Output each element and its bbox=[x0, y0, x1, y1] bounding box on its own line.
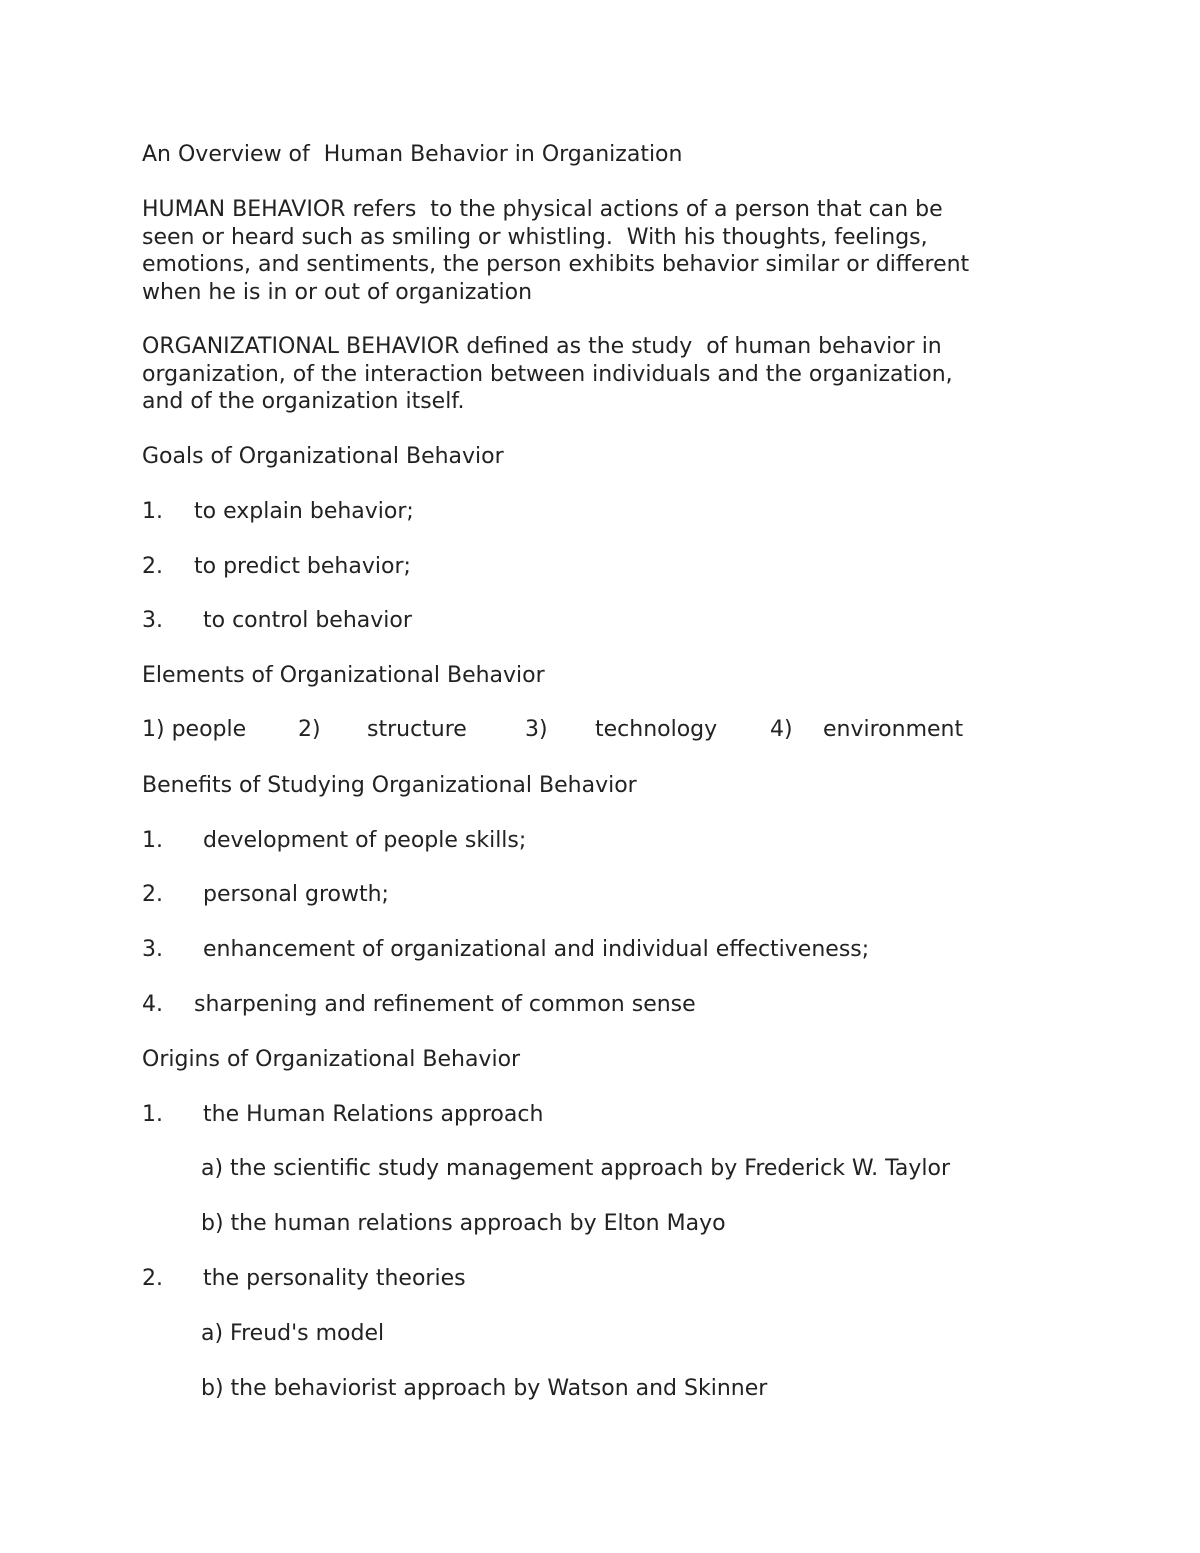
goal-text: to predict behavior; bbox=[194, 554, 411, 579]
goal-number: 1. bbox=[142, 499, 163, 524]
origin-sub-item: a) the scientific study management approach by Frederick W. Taylor bbox=[201, 1156, 951, 1181]
goal-number: 2. bbox=[142, 554, 163, 579]
origin-number: 2. bbox=[142, 1266, 163, 1291]
paragraph-line: HUMAN BEHAVIOR refers to the physical actions of a person that can be bbox=[142, 197, 943, 222]
origins-heading: Origins of Organizational Behavior bbox=[142, 1047, 521, 1072]
paragraph-line: organization, of the interaction between individuals and the organization, bbox=[142, 361, 953, 387]
origin-text: the Human Relations approach bbox=[203, 1102, 544, 1127]
paragraph-line: and of the organization itself. bbox=[142, 389, 465, 414]
paragraph-line: emotions, and sentiments, the person exhibits behavior similar or different bbox=[142, 252, 970, 277]
paragraph-line: seen or heard such as smiling or whistling. With his thoughts, feelings, bbox=[142, 224, 928, 250]
benefit-text: development of people skills; bbox=[203, 828, 527, 853]
organizational-behavior-paragraph bbox=[142, 333, 1042, 416]
element-number: 2) bbox=[298, 717, 321, 742]
benefit-text: personal growth; bbox=[203, 882, 389, 907]
goal-text: to control behavior bbox=[203, 608, 412, 633]
goal-text: to explain behavior; bbox=[194, 499, 414, 524]
benefit-text: enhancement of organizational and individual effectiveness; bbox=[203, 937, 870, 962]
paragraph-line: when he is in or out of organization bbox=[142, 279, 533, 305]
goal-number: 3. bbox=[142, 608, 163, 633]
benefit-number: 4. bbox=[142, 992, 163, 1017]
benefit-number: 2. bbox=[142, 882, 163, 907]
goals-heading: Goals of Organizational Behavior bbox=[142, 444, 504, 469]
document-title: An Overview of Human Behavior in Organization bbox=[142, 142, 683, 167]
benefit-text: sharpening and refinement of common sense bbox=[194, 992, 696, 1017]
element-number: 3) bbox=[525, 717, 548, 742]
element-item: technology bbox=[595, 717, 718, 742]
origin-sub-item: a) Freud's model bbox=[201, 1321, 385, 1346]
origin-text: the personality theories bbox=[203, 1266, 466, 1291]
element-item: structure bbox=[367, 717, 467, 742]
benefit-number: 1. bbox=[142, 828, 163, 853]
element-number: 4) bbox=[770, 717, 793, 742]
benefit-number: 3. bbox=[142, 937, 163, 962]
paragraph-line: ORGANIZATIONAL BEHAVIOR defined as the study of human behavior in bbox=[142, 334, 942, 359]
benefits-heading: Benefits of Studying Organizational Behavior bbox=[142, 773, 637, 798]
origin-number: 1. bbox=[142, 1102, 163, 1127]
origin-sub-item: b) the human relations approach by Elton Mayo bbox=[201, 1211, 726, 1236]
elements-heading: Elements of Organizational Behavior bbox=[142, 663, 545, 688]
human-behavior-paragraph bbox=[142, 196, 1042, 306]
origin-sub-item: b) the behaviorist approach by Watson and Skinner bbox=[201, 1376, 768, 1401]
element-item: 1) people bbox=[142, 717, 247, 742]
element-item: environment bbox=[823, 717, 964, 742]
